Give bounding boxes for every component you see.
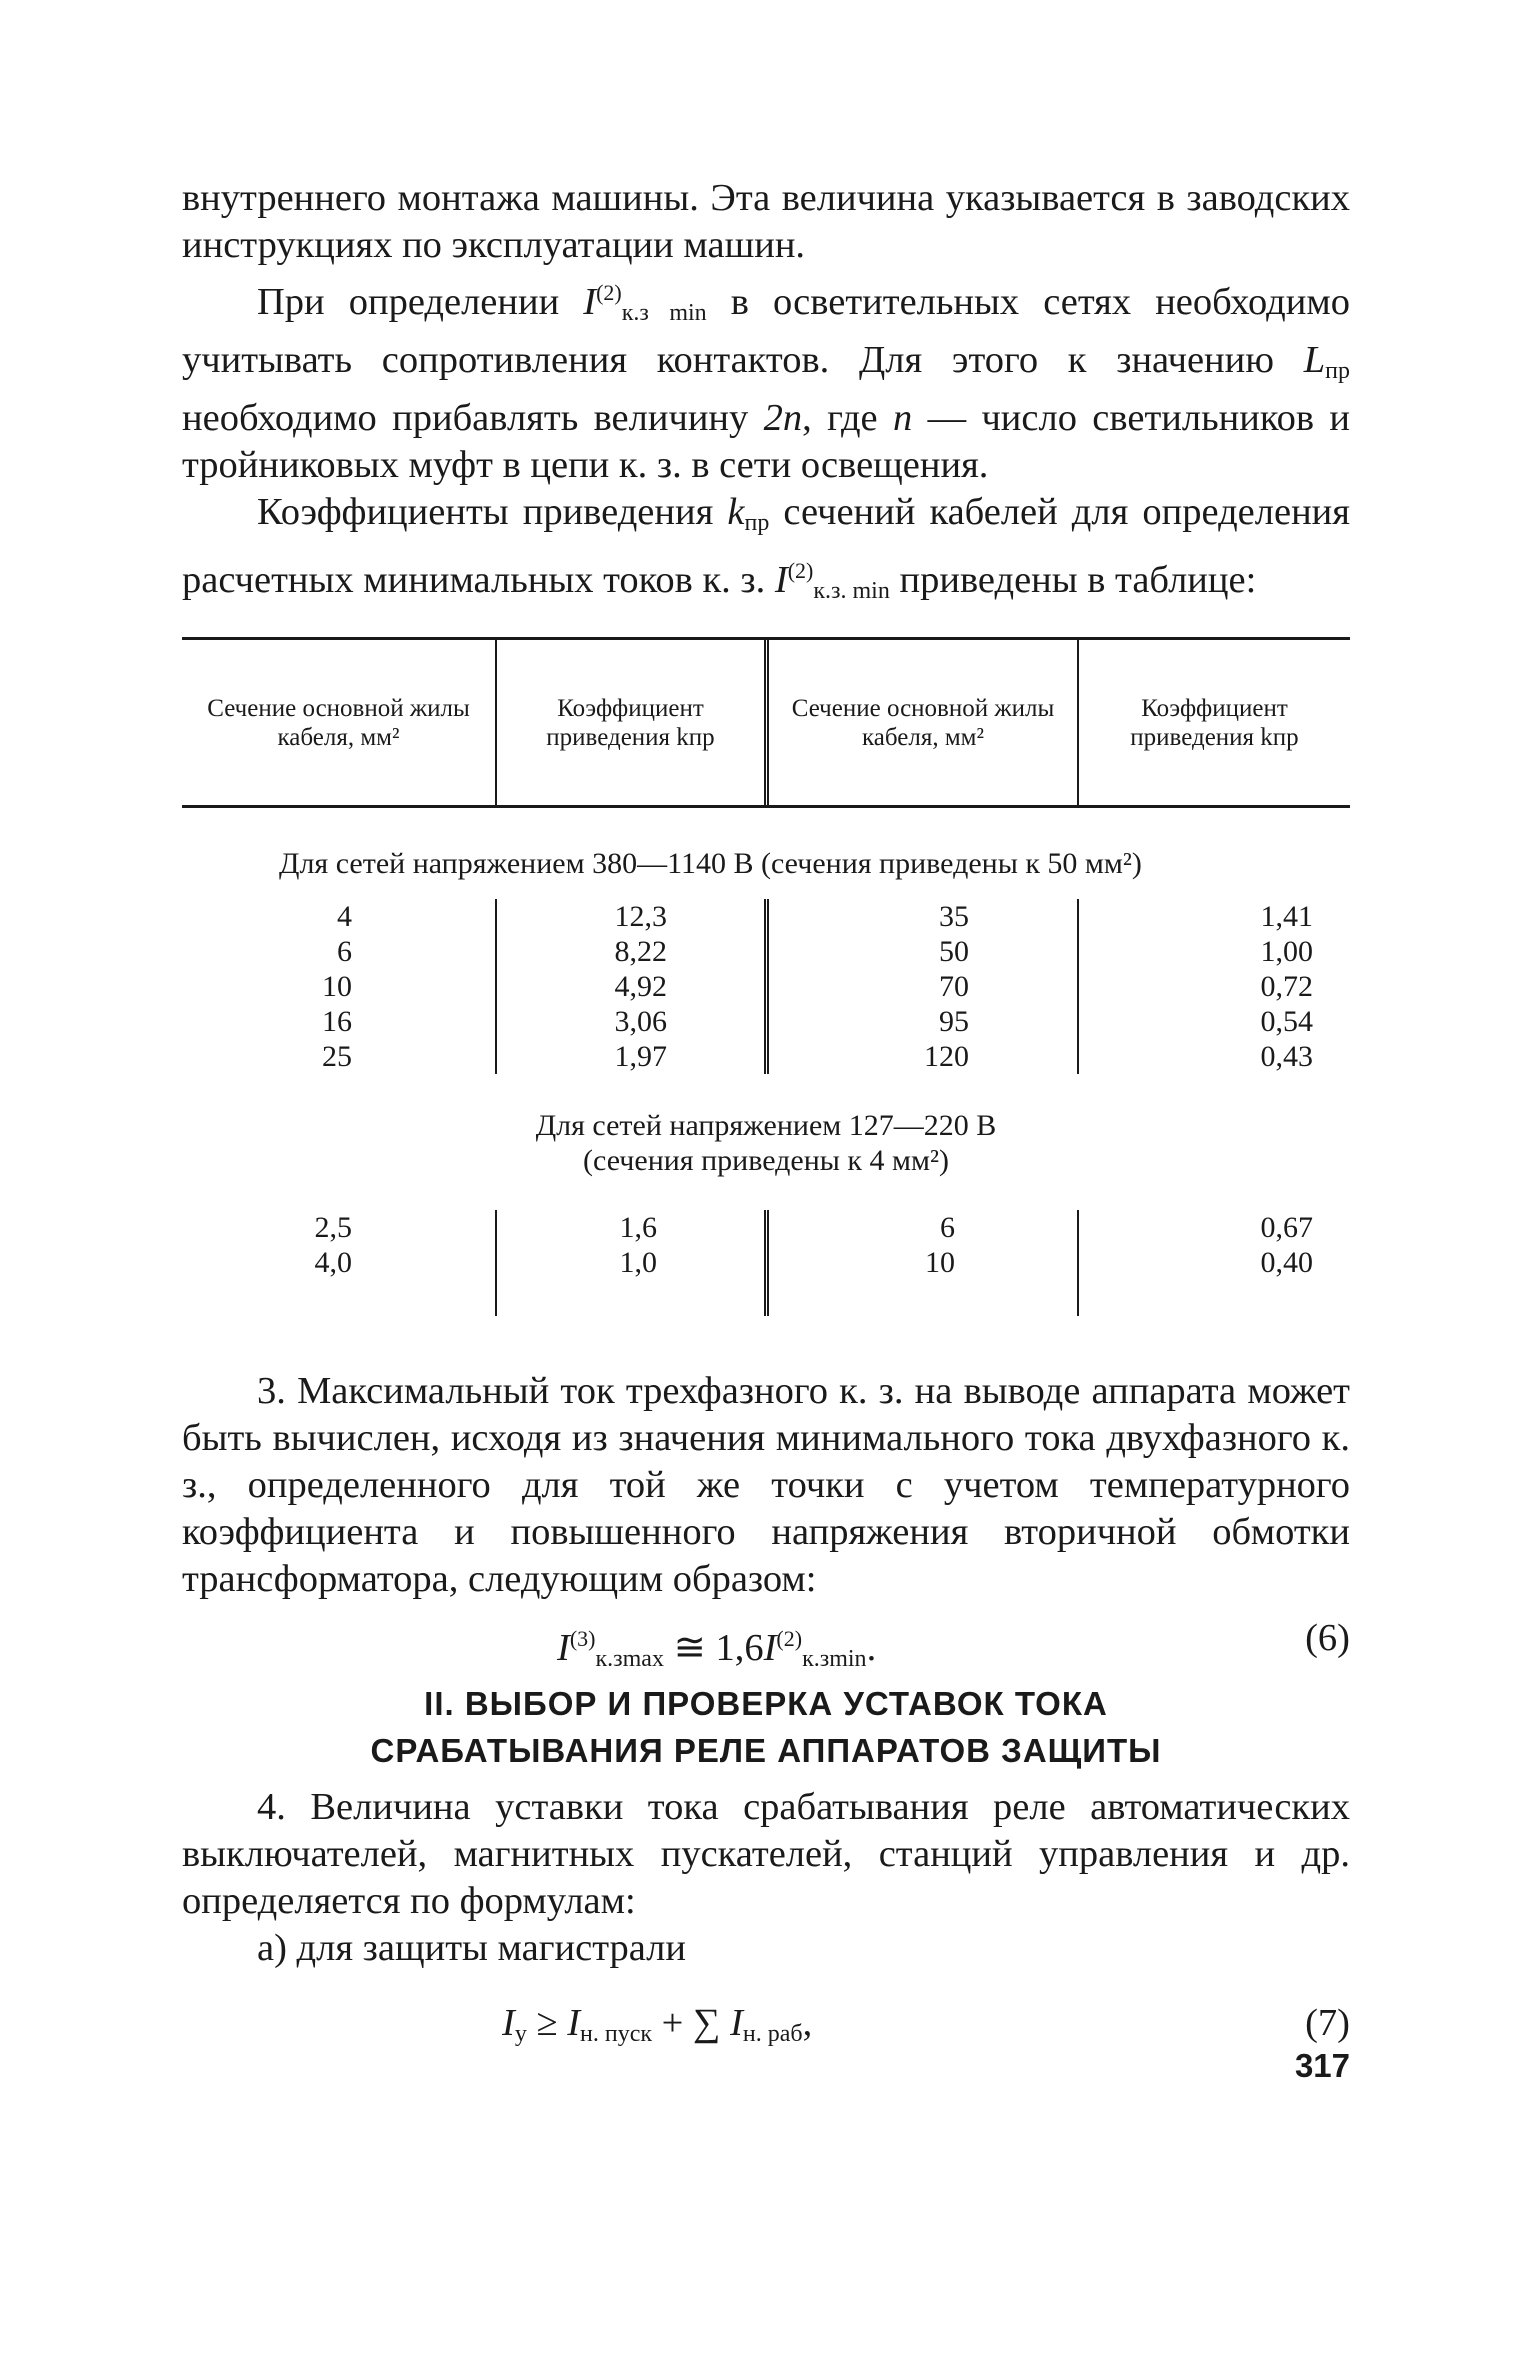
table-cell: 95	[939, 1005, 969, 1038]
column-coefficient	[1079, 899, 1350, 1074]
table-header	[182, 640, 1350, 805]
equation-number: (6)	[1305, 1617, 1350, 1659]
table-cell: 0,43	[1260, 1040, 1313, 1073]
text: При определении	[257, 281, 584, 323]
group-2-rows	[182, 1210, 1350, 1316]
table-cell: 4,92	[614, 970, 667, 1003]
formula-expression	[557, 1615, 876, 1683]
header-cell: Сечение основной жилы кабеля, мм²	[182, 640, 497, 805]
subscript: к.зmax	[595, 1646, 664, 1672]
formula-6	[182, 1615, 1350, 1672]
section-heading	[182, 1680, 1350, 1774]
formula-7	[182, 2000, 1350, 2047]
table-cell: 1,6	[619, 1211, 657, 1244]
symbol-L: L	[1303, 339, 1326, 381]
table-cell: 1,97	[614, 1040, 667, 1073]
paragraph-4: 3. Максимальный ток трехфазного к. з. на выводе аппарата может быть вычислен, исходя из значения минимального тока двухфазного к. з., определенного для той же точки с учетом температурного коэффициента и повышенного напряжения вторичной обмотки трансформатора, следующим образом:	[182, 1370, 1350, 1600]
table-cell: 1,41	[1260, 900, 1313, 933]
subscript: н. раб	[742, 2021, 803, 2047]
column-coefficient	[497, 1210, 769, 1316]
subscript: н. пуск	[580, 2021, 653, 2047]
table-cell: 35	[939, 900, 969, 933]
table-cell: 25	[322, 1040, 352, 1073]
table-cell: 50	[939, 935, 969, 968]
subscript: пр	[744, 510, 770, 536]
page-footer	[182, 2047, 1350, 2097]
group-caption: Для сетей напряжением 380—1140 В (сечения приведены к 50 мм²)	[279, 847, 1142, 880]
superscript: (3)	[569, 1626, 596, 1651]
paragraph-5: 4. Величина уставки тока срабатывания реле автоматических выключателей, магнитных пускателей, станций управления и др. определяется по формулам:	[182, 1786, 1350, 1922]
group-caption: (сечения приведены к 4 мм²)	[583, 1144, 949, 1177]
table-cell: 0,72	[1260, 970, 1313, 1003]
column-section	[769, 899, 1079, 1074]
operator: + ∑	[652, 2002, 731, 2044]
symbol-2n: 2n	[763, 397, 803, 439]
punctuation: .	[866, 1627, 877, 1669]
paragraph-6: а) для защиты магистрали	[257, 1927, 686, 1969]
symbol-n: n	[893, 397, 913, 439]
symbol-I: I	[730, 2002, 743, 2044]
heading-line-2: СРАБАТЫВАНИЯ РЕЛЕ АППАРАТОВ ЗАЩИТЫ	[370, 1732, 1162, 1769]
group-1-rows	[182, 899, 1350, 1074]
column-coefficient	[497, 899, 769, 1074]
subscript: пр	[1325, 358, 1350, 384]
text: сечений кабелей для определения расчетных минимальных токов к. з.	[182, 491, 1350, 601]
operator: ≥	[526, 2002, 568, 2044]
text: , где	[802, 397, 893, 439]
header-cell: Сечение основной жилы кабеля, мм²	[769, 640, 1079, 805]
column-section	[182, 899, 497, 1074]
coefficient-table	[182, 637, 1350, 1316]
equation-number: (7)	[1305, 2002, 1350, 2044]
table-cell: 4	[337, 900, 352, 933]
table-cell: 16	[322, 1005, 352, 1038]
text: Коэффициенты приведения	[257, 491, 728, 533]
table-cell: 0,54	[1260, 1005, 1313, 1038]
paragraph-3	[182, 489, 1350, 615]
subscript: к.з min	[621, 300, 707, 326]
page-content	[182, 175, 1350, 2097]
table-cell: 8,22	[614, 935, 667, 968]
symbol-I: I	[502, 2002, 515, 2044]
table-cell: 4,0	[314, 1246, 352, 1279]
paragraph-1: внутреннего монтажа машины. Эта величина указывается в заводских инструкциях по эксплуатации машин.	[182, 177, 1350, 266]
paragraph-2	[182, 269, 1350, 489]
table-cell: 1,0	[619, 1246, 657, 1279]
superscript: (2)	[596, 280, 622, 305]
header-cell: Коэффициент приведения kпр	[497, 640, 769, 805]
operator: ≅ 1,6	[663, 1627, 764, 1669]
symbol-I: I	[583, 281, 597, 323]
column-coefficient	[1079, 1210, 1350, 1316]
page-number: 317	[1294, 2047, 1350, 2084]
column-section	[769, 1210, 1079, 1316]
column-section	[182, 1210, 497, 1316]
table-cell: 12,3	[614, 900, 667, 933]
text: — число светильников и тройниковых муфт в цепи к. з. в сети освещения.	[182, 397, 1350, 486]
table-cell: 0,67	[1260, 1211, 1313, 1244]
symbol-k: k	[727, 491, 745, 533]
table-cell: 6	[940, 1211, 955, 1244]
text: необходимо прибавлять величину	[182, 397, 764, 439]
text: в осветительных сетях необходимо учитывать сопротивления контактов. Для этого к значению	[182, 281, 1350, 381]
group-caption: Для сетей напряжением 127—220 В	[535, 1109, 997, 1142]
symbol-I: I	[774, 559, 788, 601]
header-cell: Коэффициент приведения kпр	[1130, 694, 1299, 751]
heading-line-1: II. ВЫБОР И ПРОВЕРКА УСТАВОК ТОКА	[424, 1685, 1108, 1722]
table-cell: 6	[337, 935, 352, 968]
table-cell: 3,06	[614, 1005, 667, 1038]
symbol-I: I	[763, 1627, 777, 1669]
table-cell: 70	[939, 970, 969, 1003]
subscript: к.з. min	[813, 578, 890, 604]
symbol-I: I	[557, 1627, 570, 1669]
table-cell: 10	[925, 1246, 955, 1279]
superscript: (2)	[787, 558, 814, 583]
table-cell: 1,00	[1260, 935, 1313, 968]
table-cell: 10	[322, 970, 352, 1003]
table-cell: 2,5	[314, 1211, 352, 1244]
punctuation: ,	[802, 2002, 813, 2044]
subscript: к.зmin	[802, 1646, 867, 1672]
text: приведены в таблице:	[889, 559, 1257, 601]
table-cell: 0,40	[1260, 1246, 1313, 1279]
superscript: (2)	[776, 1626, 803, 1651]
table-cell: 120	[924, 1040, 969, 1073]
symbol-I: I	[567, 2002, 581, 2044]
subscript: у	[514, 2021, 527, 2047]
